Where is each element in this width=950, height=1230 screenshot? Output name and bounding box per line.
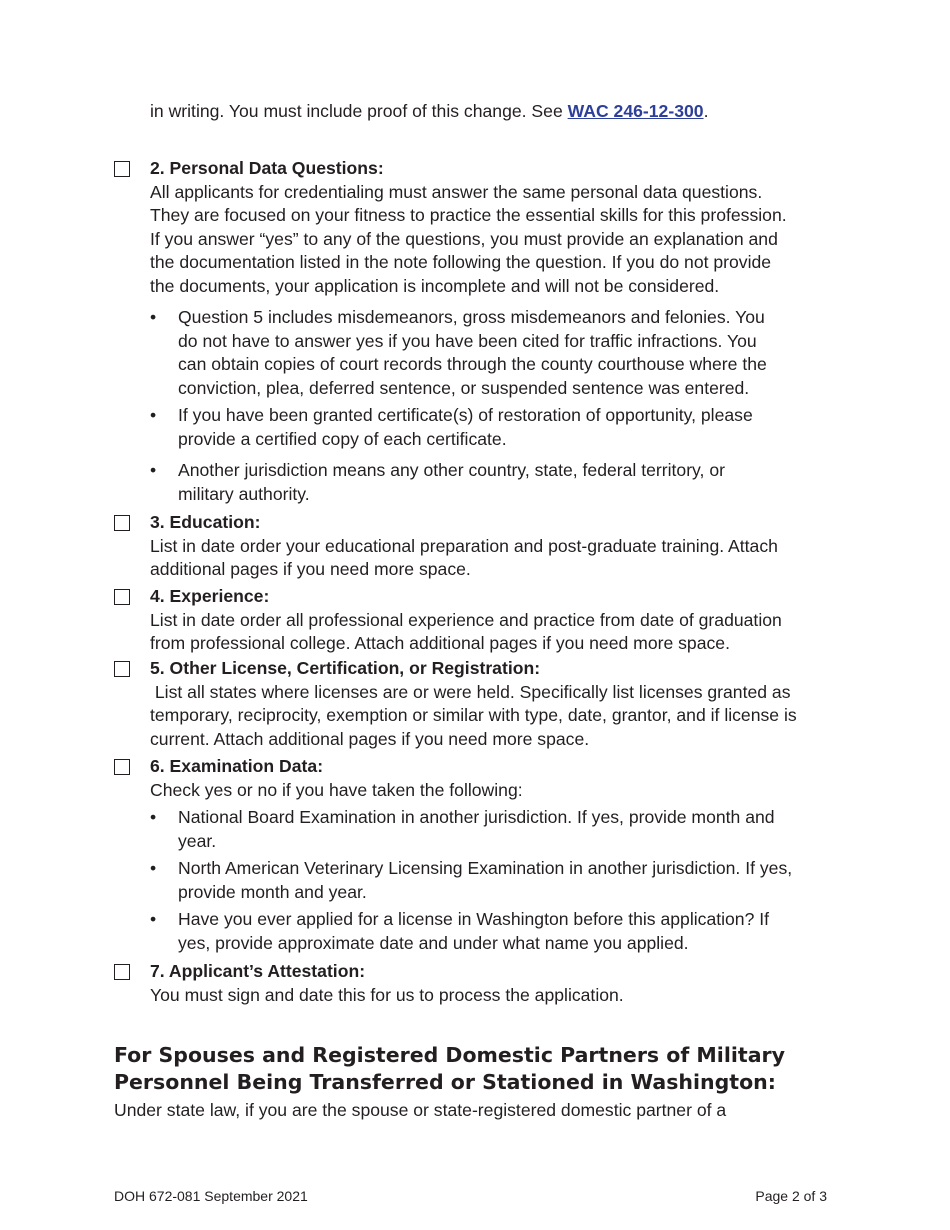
section-attestation: [150, 960, 850, 1007]
bullet-text-line: If you have been granted certificate(s) of restoration of opportunity, please: [178, 405, 753, 425]
footer-page-number: Page 2 of 3: [755, 1188, 827, 1204]
bullet-icon: •: [150, 307, 157, 327]
intro-text: in writing. You must include proof of this change. See: [150, 101, 568, 121]
bullet-text-line: Have you ever applied for a license in Washington before this application? If: [178, 909, 770, 929]
section-text-line: the documents, your application is incomplete and will not be considered.: [150, 275, 720, 296]
list-item: [150, 806, 840, 853]
list-item: [150, 306, 840, 400]
section-6-checkbox[interactable]: [114, 759, 130, 775]
bullet-icon: •: [150, 460, 157, 480]
list-item: [150, 459, 840, 506]
list-item: [150, 404, 840, 451]
section-other-license: [150, 657, 850, 751]
section-heading: 4. Experience:: [150, 586, 270, 606]
military-heading-line: For Spouses and Registered Domestic Partners of Military: [114, 1043, 785, 1067]
bullet-icon: •: [150, 858, 157, 878]
bullet-text-line: yes, provide approximate date and under what name you applied.: [178, 932, 689, 953]
section-2-checkbox[interactable]: [114, 161, 130, 177]
bullet-text-line: Another jurisdiction means any other country, state, federal territory, or: [178, 460, 725, 480]
section-personal-data: [150, 157, 850, 298]
section-examination-data: [150, 755, 850, 802]
section-7-checkbox[interactable]: [114, 964, 130, 980]
section-text-line: You must sign and date this for us to process the application.: [150, 984, 624, 1005]
bullet-text-line: provide a certified copy of each certificate.: [178, 428, 507, 449]
personal-data-bullets: [150, 306, 840, 506]
section-experience: [150, 585, 850, 656]
section-heading: 3. Education:: [150, 512, 261, 532]
bullet-icon: •: [150, 405, 157, 425]
section-heading: 5. Other License, Certification, or Registration:: [150, 658, 541, 678]
list-item: [150, 908, 840, 955]
section-4-checkbox[interactable]: [114, 589, 130, 605]
section-heading: 6. Examination Data:: [150, 756, 324, 776]
footer-form-id: DOH 672-081 September 2021: [114, 1188, 308, 1204]
section-heading: 2. Personal Data Questions:: [150, 158, 384, 178]
bullet-text-line: National Board Examination in another jurisdiction. If yes, provide month and: [178, 807, 775, 827]
section-text-line: List all states where licenses are or were held. Specifically list licenses granted as: [150, 681, 791, 702]
section-3-checkbox[interactable]: [114, 515, 130, 531]
bullet-text-line: Question 5 includes misdemeanors, gross misdemeanors and felonies. You: [178, 307, 765, 327]
intro-line: [150, 100, 708, 124]
bullet-icon: •: [150, 909, 157, 929]
section-text-line: the documentation listed in the note following the question. If you do not provide: [150, 252, 772, 272]
bullet-text-line: provide month and year.: [178, 881, 367, 902]
military-heading-line: Personnel Being Transferred or Stationed in Washington:: [114, 1070, 776, 1094]
section-text-line: List in date order your educational preparation and post-graduate training. Attach: [150, 535, 778, 556]
section-5-checkbox[interactable]: [114, 661, 130, 677]
military-text: Under state law, if you are the spouse or state-registered domestic partner of a: [114, 1100, 727, 1120]
section-text-line: additional pages if you need more space.: [150, 559, 471, 579]
bullet-text-line: do not have to answer yes if you have been cited for traffic infractions. You: [178, 330, 757, 351]
bullet-text-line: can obtain copies of court records through the county courthouse where the: [178, 354, 767, 374]
section-text-line: temporary, reciprocity, exemption or similar with type, date, grantor, and if license is: [150, 705, 797, 725]
bullet-icon: •: [150, 807, 157, 827]
section-text-line: They are focused on your fitness to practice the essential skills for this profession.: [150, 205, 787, 225]
list-item: [150, 857, 840, 904]
bullet-text-line: year.: [178, 830, 217, 851]
bullet-text-line: conviction, plea, deferred sentence, or suspended sentence was entered.: [178, 377, 750, 398]
bullet-text-line: North American Veterinary Licensing Examination in another jurisdiction. If yes,: [178, 858, 793, 878]
section-education: [150, 511, 850, 582]
intro-period: .: [703, 101, 709, 121]
section-text-line: current. Attach additional pages if you need more space.: [150, 728, 590, 749]
section-text-line: All applicants for credentialing must answer the same personal data questions.: [150, 181, 763, 202]
section-heading: 7. Applicant’s Attestation:: [150, 961, 366, 981]
bullet-text-line: military authority.: [178, 483, 310, 504]
section-text-line: List in date order all professional experience and practice from date of graduation: [150, 609, 782, 630]
section-text-line: If you answer “yes” to any of the questions, you must provide an explanation and: [150, 228, 778, 249]
wac-link[interactable]: WAC 246-12-300: [567, 101, 704, 121]
section-text-line: Check yes or no if you have taken the following:: [150, 779, 523, 800]
military-heading: [114, 1042, 874, 1096]
examination-bullets: [150, 806, 840, 955]
section-text-line: from professional college. Attach additional pages if you need more space.: [150, 633, 730, 653]
